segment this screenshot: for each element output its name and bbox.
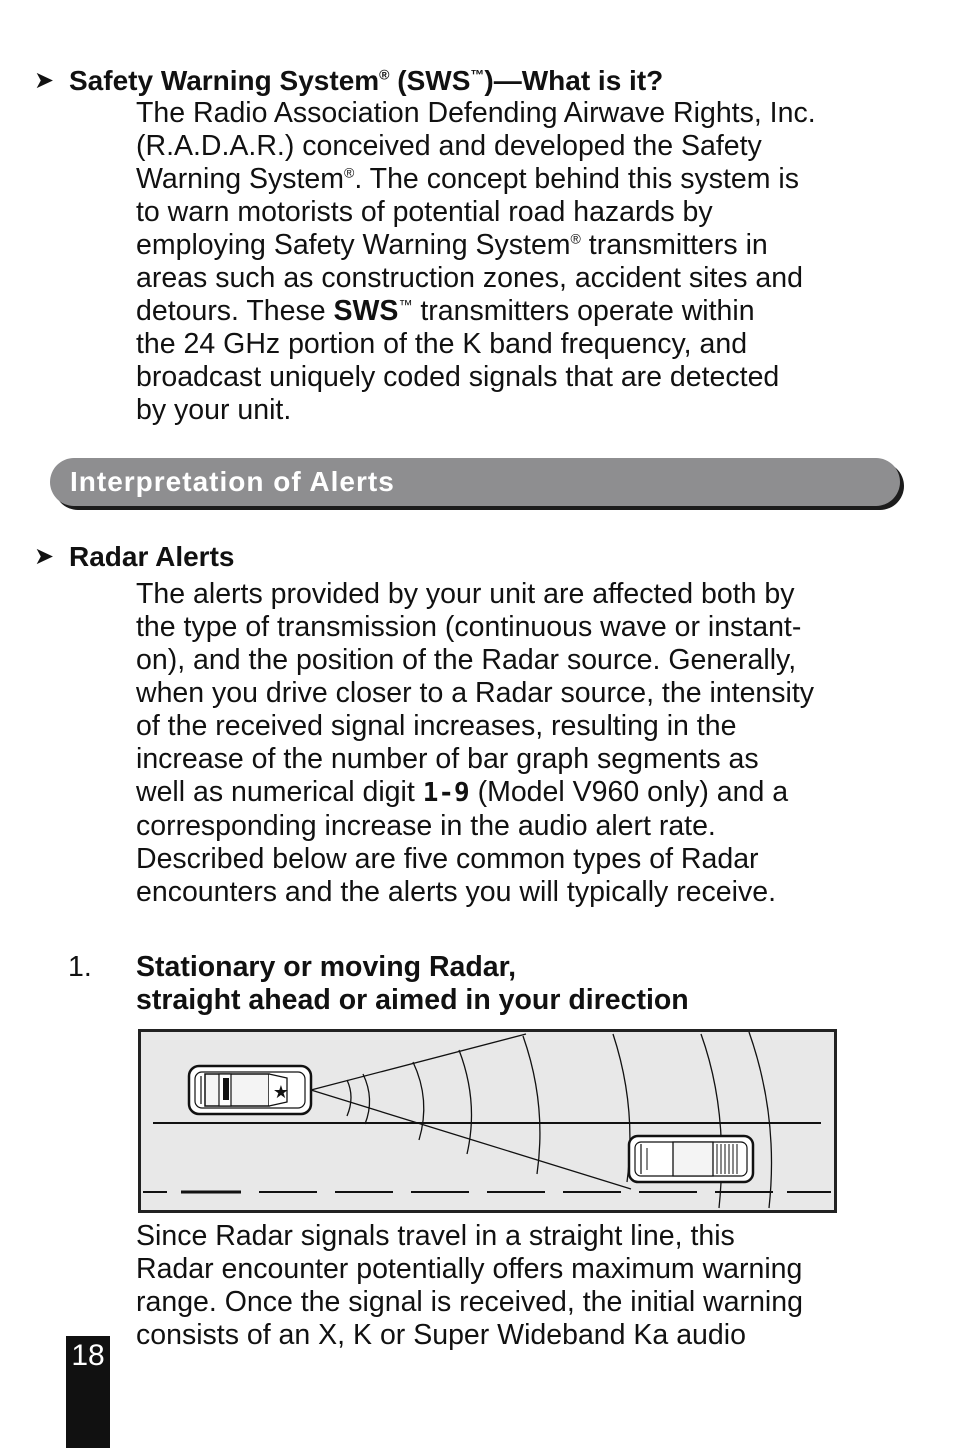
item-title — [136, 951, 689, 1017]
sws-heading-part: Safety Warning System — [69, 65, 380, 96]
motorist-car-icon — [629, 1136, 753, 1182]
text-span: (Model V960 only) and a — [469, 776, 789, 808]
item-number: 1. — [68, 951, 92, 983]
page-number-tab — [66, 1336, 110, 1448]
text-line — [136, 163, 816, 196]
text-span: Warning System — [136, 163, 345, 195]
sws-bold: SWS — [333, 295, 399, 327]
sws-body — [136, 97, 816, 427]
text-line: corresponding increase in the audio alert rate. — [136, 810, 716, 842]
text-line: on), and the position of the Radar source. Generally, — [136, 644, 797, 676]
text-line — [136, 776, 814, 810]
radar-alerts-body — [136, 578, 814, 909]
text-line: areas such as construction zones, accident sites and — [136, 262, 803, 294]
text-line: (R.A.D.A.R.) conceived and developed the Safety — [136, 130, 762, 162]
radar-diagram-svg — [141, 1032, 834, 1210]
text-span: . The concept behind this system is — [354, 163, 799, 195]
text-line: increase of the number of bar graph segments as — [136, 743, 759, 775]
text-span: transmitters in — [580, 229, 768, 261]
item-title-line: straight ahead or aimed in your direction — [136, 984, 689, 1016]
svg-text:★: ★ — [272, 1082, 290, 1103]
registered-mark: ® — [379, 66, 390, 83]
text-span: detours. These — [136, 295, 334, 327]
trademark-mark: ™ — [398, 296, 413, 313]
bullet-arrow-icon: ➤ — [34, 543, 55, 570]
text-line: the type of transmission (continuous wave or instant- — [136, 611, 802, 643]
police-car-icon — [189, 1066, 311, 1114]
trademark-mark: ™ — [470, 66, 485, 83]
text-line: Radar encounter potentially offers maximum warning — [136, 1253, 803, 1285]
sws-heading-part: )—What is it? — [484, 65, 664, 96]
radar-alerts-heading: Radar Alerts — [69, 541, 235, 572]
text-line — [136, 295, 816, 328]
text-line: The Radio Association Defending Airwave Rights, Inc. — [136, 97, 816, 129]
text-line: Described below are five common types of Radar — [136, 843, 759, 875]
text-line: broadcast uniquely coded signals that are detected — [136, 361, 780, 393]
section-title: Interpretation of Alerts — [70, 466, 395, 497]
text-line: The alerts provided by your unit are affected both by — [136, 578, 795, 610]
sws-heading — [69, 64, 663, 97]
text-line: of the received signal increases, resulting in the — [136, 710, 737, 742]
text-line: range. Once the signal is received, the initial warning — [136, 1286, 803, 1318]
registered-mark: ® — [570, 230, 581, 247]
closing-paragraph — [136, 1220, 803, 1352]
text-span: transmitters operate within — [412, 295, 755, 327]
text-line: when you drive closer to a Radar source, the intensity — [136, 677, 815, 709]
registered-mark: ® — [344, 164, 355, 181]
bullet-arrow-icon: ➤ — [34, 67, 55, 94]
text-line: to warn motorists of potential road hazards by — [136, 196, 713, 228]
radar-diagram — [138, 1029, 837, 1213]
section-header-bar — [50, 458, 900, 506]
text-line: Since Radar signals travel in a straight line, this — [136, 1220, 735, 1252]
text-line: the 24 GHz portion of the K band frequency, and — [136, 328, 748, 360]
text-span: employing Safety Warning System — [136, 229, 571, 261]
sws-heading-part: (SWS — [389, 65, 471, 96]
text-line: encounters and the alerts you will typically receive. — [136, 876, 776, 908]
text-span: well as numerical digit — [136, 776, 423, 808]
page-number: 18 — [71, 1339, 105, 1372]
digit-range: 1-9 — [422, 778, 470, 808]
item-title-line: Stationary or moving Radar, — [136, 951, 517, 983]
text-line — [136, 229, 816, 262]
text-line: consists of an X, K or Super Wideband Ka audio — [136, 1319, 746, 1351]
text-line: by your unit. — [136, 394, 292, 426]
